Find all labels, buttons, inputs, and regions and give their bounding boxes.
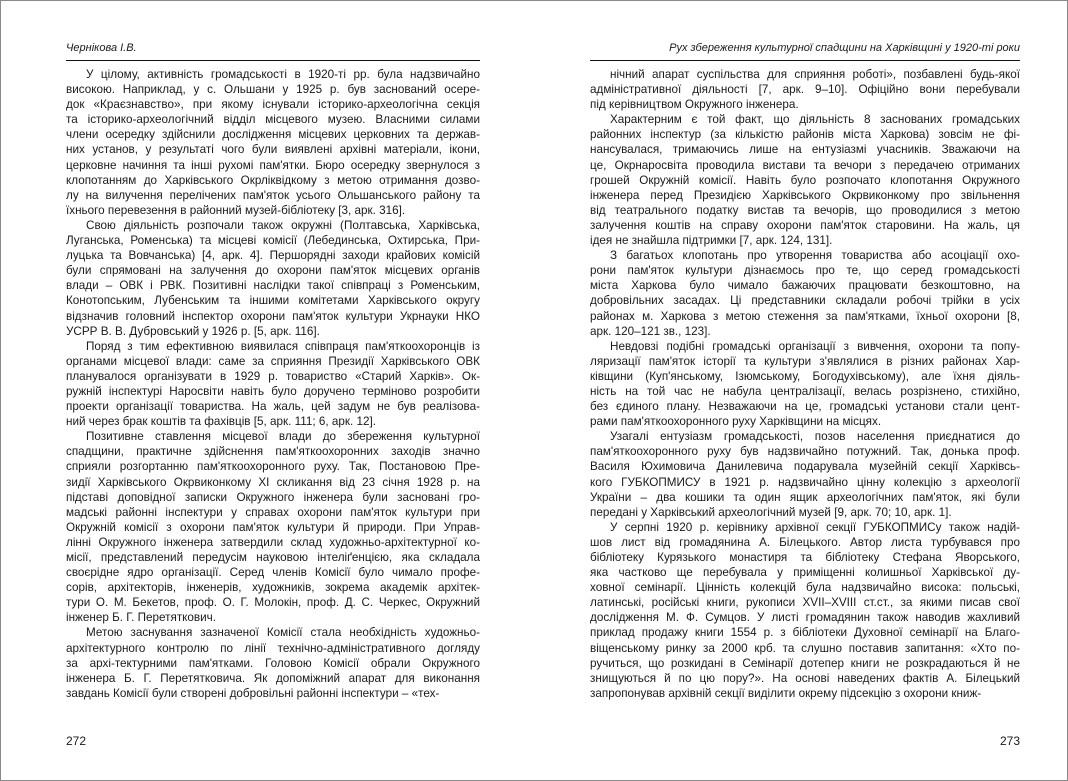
text-line: інженера перед Президією Харківського Окрвиконкому про звільнення — [590, 188, 1020, 202]
text-line: інженера Б. Г. Перетятковича. Як допоміжний апарат для виконання — [66, 671, 480, 685]
text-line: були спрямовані на залучення до охорони пам'яток місцевих органів — [66, 264, 480, 278]
text-line: своєрідне ядро організації. Серед членів Комісії було чимало профе- — [66, 566, 480, 580]
text-line: ність на той час не набула централізації, велась розрізнено, стихійно, — [590, 384, 1020, 398]
page-number: 273 — [999, 734, 1020, 748]
paragraph — [590, 248, 1020, 339]
text-line: кого ГУБКОПМИСУ в 1921 р. надзвичайно цінну колекцію з археології — [590, 475, 1020, 489]
paragraph — [590, 339, 1020, 430]
paragraph — [66, 429, 480, 625]
text-line: місії, представлений передусім науковою інтеліґенцією, яка складала — [66, 551, 480, 564]
text-line: міста Харкова було чимало бажаючих працювати безкоштовно, на — [590, 279, 1020, 293]
text-line: яка частково ще перебувала у приміщенні колишньої Харківської ду- — [590, 566, 1020, 580]
text-line: бібліотеку Курязького монастиря та бібліотеку Стефана Яворського, — [590, 551, 1020, 564]
text-line: високою. Наприклад, у с. Ольшани у 1925 р. був заснований осере- — [66, 83, 480, 97]
page-number: 272 — [66, 734, 87, 748]
page-body — [66, 67, 480, 701]
text-line: ний через брак коштів та фахівців [5, арк. 111; 6, арк. 12]. — [66, 415, 376, 429]
text-line: них установ, у результаті чого були виявлені архівні матеріали, ікони, — [66, 143, 480, 157]
text-line: ручиться, що розкидані в Семінарії дотепер книги не розкрадаються й не — [590, 656, 1020, 670]
text-line: влади – ОВК і РВК. Позитивні наслідки такої співпраці з Роменським, — [66, 279, 480, 293]
text-line: ляризації пам'яток історії та культури з'являлися в різних районах Хар- — [590, 354, 1020, 368]
text-line: лінні Окружного інженера затвердили склад художньо-архітектурної ко- — [66, 535, 480, 549]
text-line: ружній інспектурі Наросвіти навіть було доручено терміново розробити — [66, 384, 480, 398]
running-head-title: Рух збереження культурної спадщини на Харківщині у 1920-ті роки — [590, 42, 1020, 61]
text-line: ховної семінарії. Цінність колекцій була надзвичайно висока: польські, — [590, 581, 1020, 595]
text-line: УСРР В. В. Дубровський у 1926 р. [5, арк. 116]. — [66, 324, 320, 338]
text-line: від театрального податку вистав та вечорів, що проводилися з метою — [590, 203, 1020, 217]
text-line: знищуються й по цю пору?». На основі наведених фактів А. Білецький — [590, 671, 1020, 685]
text-line: шов лист від громадянина А. Білецького. Автор листа турбувався про — [590, 535, 1020, 549]
text-line: спадщини, практичне здійснення пам'яткоохоронних заходів значно — [66, 445, 480, 459]
text-line: мадські районні інспектури у справах охорони пам'яток культури при — [66, 505, 480, 519]
paragraph — [590, 429, 1020, 520]
paragraph — [590, 520, 1020, 701]
text-line: планувалося організувати в 1929 р. товариство «Старий Харків». Ок- — [66, 369, 480, 383]
text-line: сприяли розгортанню пам'яткоохоронного руху. Так, Постановою Пре- — [66, 460, 480, 474]
text-line: ідея не знайшла підтримки [7, арк. 124, 131]. — [590, 234, 833, 248]
text-line: Окружній комісії з охорони пам'яток культури й природи. При Управ- — [66, 520, 480, 534]
text-line: члени осередку здійснили дослідження місцевих церковних та держав- — [66, 128, 480, 142]
text-line: док «Краєзнавство», при якому існували історико-археологічна секція — [66, 98, 480, 112]
text-line: відзначив головний інспектор охорони пам'яток культури Укрнауки НКО — [66, 309, 480, 323]
text-line: Василя Юхимовича Данилевича подарувала музейній секції Харківсь- — [590, 460, 1020, 474]
text-line: рони пам'яток культури дізнаємось про те, що серед громадськості — [590, 264, 1020, 278]
text-line: зидії Харківського Окрвиконкому XI скликання від 23 січня 1928 р. на — [66, 475, 480, 489]
text-line: пам'яткоохоронного руху був надзвичайно потужний. Так, донька проф. — [590, 445, 1020, 459]
text-line: підставі доповідної записки Окружного інженера були засновані гро- — [66, 490, 480, 504]
text-line: латинські, російські книги, рукописи XVII–XVIII ст.ст., за якими писав свої — [590, 596, 1020, 610]
text-line: луцька та Вовчанська) [4, арк. 4]. Першорядні заходи крайових комісій — [66, 249, 480, 263]
text-line: нансувалася, тримаючись лише на ентузіазмі учасників. Зважаючи на — [590, 143, 1020, 157]
text-line: України – два кошики та один ящик археологічних пам'яток, які були — [590, 490, 1020, 504]
text-line: лу на вилучення перелічених пам'яток усього Ольшанського району та — [66, 188, 480, 202]
text-line: інженер Б. Г. Перетяткович. — [66, 611, 216, 625]
running-head-author: Чернікова І.В. — [66, 42, 480, 61]
paragraph — [66, 218, 480, 339]
text-line: під керівництвом Окружного інженера. — [590, 98, 799, 112]
text-line: запропонував архівній секції виділити окрему підсекцію з охорони книж- — [590, 686, 982, 700]
text-line: Свою діяльність розпочали також окружні (Полтавська, Харківська, — [86, 218, 480, 232]
text-line: тури О. М. Бекетов, проф. О. Г. Молокін, проф. Д. С. Черкес, Окружний — [66, 596, 480, 610]
text-line: районах м. Харкова з метою стеження за пам'ятками, їхньої охорони [8, — [590, 309, 1020, 323]
text-line: приклад продажу книги 1554 р. з бібліотеки Духовної семінарії на Благо- — [590, 626, 1020, 640]
text-line: віщенському ринку за 2000 крб. та слушно поставив запитання: «Хто по- — [590, 641, 1020, 655]
text-line: адміністративної діяльності [7, арк. 9–10]. Офіційно вони перебували — [590, 83, 1020, 97]
text-line: З багатьох клопотань про утворення товариства або асоціації охо- — [610, 249, 1020, 263]
text-line: добровільних засадах. Ці представники складали робочі трійки в усіх — [590, 294, 1020, 308]
text-line: Метою заснування зазначеної Комісії стала необхідність художньо- — [86, 626, 480, 640]
text-line: Невдовзі подібні громадські організації з вивчення, охорони та попу- — [610, 339, 1020, 353]
text-line: дослідження М. Ф. Сумцов. У листі громадянин також наводив жахливий — [590, 611, 1020, 625]
text-line: передані у Харківський археологічний музей [9, арк. 70; 10, арк. 1]. — [590, 505, 952, 519]
text-line: У серпні 1920 р. керівнику архівної секції ГУБКОПМИСу також надій- — [610, 520, 1020, 534]
text-line: Конотопським, Лубенським та іншими комітетами Харківського округу — [66, 294, 480, 308]
text-line: залучення коштів на справу охорони пам'яток старовини. На жаль, ця — [590, 218, 1020, 232]
text-line: рами пам'яткоохоронного руху Харківщини на місцях. — [590, 415, 882, 429]
text-line: органами місцевої влади: саме за сприяння Президії Харківського ОВК — [66, 354, 480, 368]
text-line: архітектурного контролю по лінії технічно-адміністративного догляду — [66, 641, 480, 655]
text-line: Луганська, Роменська) та місцеві комісії (Лебединська, Охтирська, При- — [66, 234, 480, 248]
text-line: районних інспектур (за кількістю районів міста Харкова) зовсім не фі- — [590, 128, 1020, 142]
page-body — [590, 67, 1020, 701]
text-line: за архі-тектурними пам'ятками. Головою Комісії обрали Окружного — [66, 656, 480, 670]
page-left — [66, 0, 496, 781]
text-line: арк. 120–121 зв., 123]. — [590, 324, 711, 338]
text-line: сорів, архітекторів, інженерів, художників, зокрема академік архітек- — [66, 581, 480, 595]
text-line: їхнього перевезення в районний музей-бібліотеку [3, арк. 316]. — [66, 203, 406, 217]
text-line: У цілому, активність громадськості в 1920-ті рр. була надзвичайно — [86, 68, 480, 81]
page-right — [590, 0, 1020, 781]
paragraph — [66, 339, 480, 430]
text-line: грошей Окружній комісії. Навіть було розпочато клопотання Окружного — [590, 173, 1020, 187]
text-line: це, Окрнаросвіта проводила вистави та вечори з передачею отриманих — [590, 158, 1020, 172]
text-line: Узагалі ентузіазм громадськості, позов населення приєднатися до — [610, 430, 1020, 444]
text-line: Поряд з тим ефективною виявилася співпраця пам'яткоохоронців із — [86, 339, 480, 353]
text-line: нічний апарат суспільства для сприяння роботі», позбавлені будь-якої — [610, 68, 1020, 81]
text-line: Позитивне ставлення місцевої влади до збереження культурної — [86, 430, 480, 444]
text-line: проекти організації товариства. На жаль, цей задум не був реалізова- — [66, 400, 480, 414]
paragraph — [590, 67, 1020, 112]
paragraph — [66, 625, 480, 700]
paragraph — [590, 112, 1020, 248]
text-line: Характерним є той факт, що діяльність 8 заснованих громадських — [610, 113, 1020, 127]
text-line: церковне начиння та інші рухомі пам'ятки. Бюро осередку звернулося з — [66, 158, 480, 172]
text-line: та історико-археологічний відділ місцевого музею. Власними силами — [66, 113, 480, 127]
text-line: без єдиного плану. Незважаючи на це, громадські установи стали цент- — [590, 400, 1020, 414]
text-line: завдань Комісії були створені добровільні районні інспектури – «тех- — [66, 686, 440, 700]
paragraph — [66, 67, 480, 218]
text-line: клопотанням до Харківського Окрліквідкому з метою отримання дозво- — [66, 173, 480, 187]
text-line: ківщини (Куп'янському, Ізюмському, Богодухівському), але їхня діяль- — [590, 369, 1020, 383]
